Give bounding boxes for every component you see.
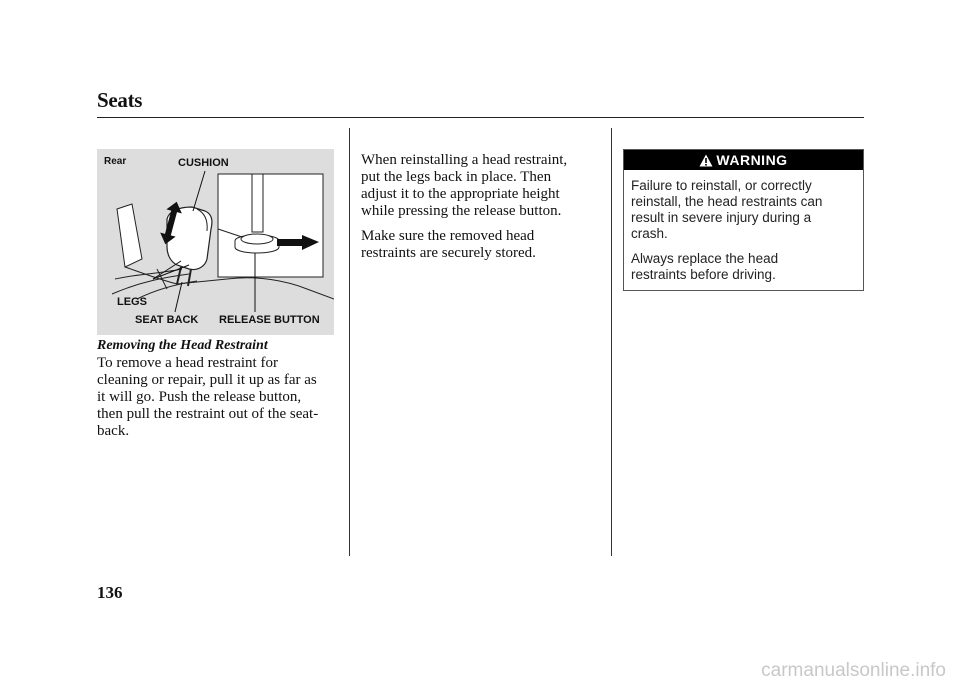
text-line: cleaning or repair, pull it up as far as xyxy=(97,372,317,388)
text-line: restraints are securely stored. xyxy=(361,245,536,261)
warning-box xyxy=(623,149,864,291)
warning-body xyxy=(624,170,863,283)
text-line: To remove a head restraint for xyxy=(97,355,278,371)
warning-paragraph-injury xyxy=(631,178,855,242)
middle-column-text xyxy=(361,152,606,270)
label-seat-back: SEAT BACK xyxy=(135,314,199,326)
warning-paragraph-replace xyxy=(631,251,855,283)
column-divider-left xyxy=(349,128,350,556)
watermark: carmanualsonline.info xyxy=(761,660,946,681)
label-cushion: CUSHION xyxy=(178,157,229,169)
text-line: then pull the restraint out of the seat- xyxy=(97,406,319,422)
warning-triangle-icon xyxy=(699,154,713,167)
label-rear: Rear xyxy=(104,156,127,167)
storage-instructions xyxy=(361,228,606,262)
text-line: Always replace the head xyxy=(631,251,779,266)
text-line: reinstall, the head restraints can xyxy=(631,194,823,209)
text-line: while pressing the release button. xyxy=(361,203,562,219)
column-divider-right xyxy=(611,128,612,556)
text-line: crash. xyxy=(631,226,668,241)
text-line: Make sure the removed head xyxy=(361,228,535,244)
subheading-removing-head-restraint: Removing the Head Restraint xyxy=(97,338,268,353)
remove-instructions xyxy=(97,355,347,440)
text-line: put the legs back in place. Then xyxy=(361,169,552,185)
label-release-button: RELEASE BUTTON xyxy=(219,314,320,326)
head-restraint-illustration xyxy=(97,149,334,335)
reinstall-instructions xyxy=(361,152,606,220)
warning-header xyxy=(624,150,863,170)
warning-heading: WARNING xyxy=(716,152,788,168)
text-line: Failure to reinstall, or correctly xyxy=(631,178,812,193)
section-title: Seats xyxy=(97,88,143,112)
label-legs: LEGS xyxy=(117,296,147,308)
text-line: When reinstalling a head restraint, xyxy=(361,152,568,168)
text-line: restraints before driving. xyxy=(631,267,776,282)
title-rule xyxy=(97,117,864,118)
text-line: it will go. Push the release button, xyxy=(97,389,302,405)
text-line: result in severe injury during a xyxy=(631,210,812,225)
text-line: adjust it to the appropriate height xyxy=(361,186,560,202)
text-line: back. xyxy=(97,423,130,439)
left-column-text xyxy=(97,355,347,448)
page-number: 136 xyxy=(97,583,123,602)
